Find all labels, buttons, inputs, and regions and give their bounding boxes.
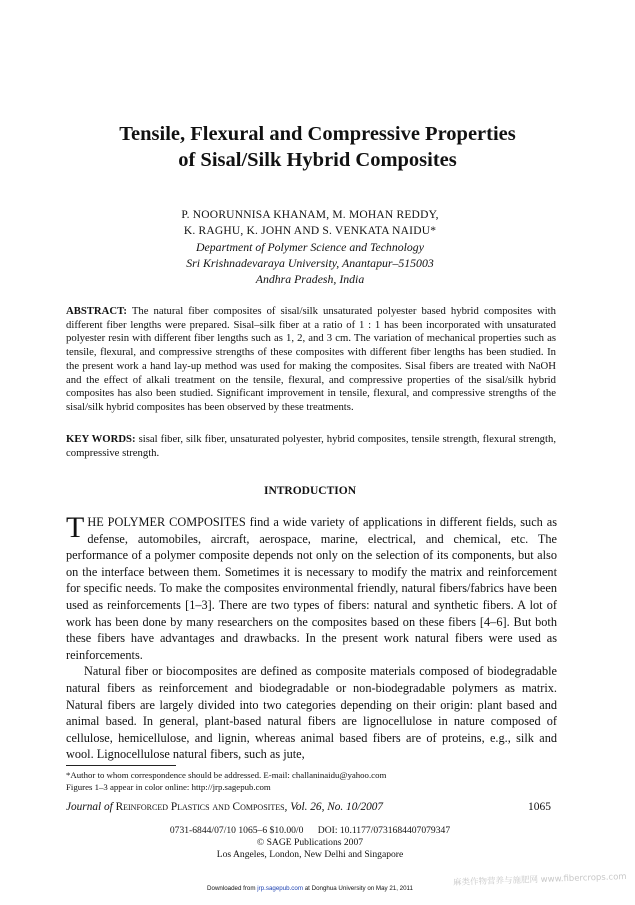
affiliation-line-1: Department of Polymer Science and Technology	[196, 240, 424, 254]
keywords-label: KEY WORDS:	[66, 433, 136, 445]
intro-paragraph-1	[66, 511, 557, 663]
affiliation-line-3: Andhra Pradesh, India	[255, 272, 365, 286]
journal-prefix: Journal of	[66, 801, 116, 813]
journal-citation	[66, 801, 383, 813]
publication-line-3: Los Angeles, London, New Delhi and Singapore	[216, 849, 404, 860]
keywords-text: sisal fiber, silk fiber, unsaturated polyester, hybrid composites, tensile strength, flexural strength, compressive strength.	[66, 433, 557, 459]
page-number: 1065	[528, 801, 551, 813]
download-link[interactable]: jrp.sagepub.com	[257, 885, 303, 892]
intro-paragraph-1-text: find a wide variety of applications in different fields, such as defense, automobiles, aircraft, aerospace, marine, electrical, and chemical, etc. The performance of a polymer composite depends not only on the selection of its components, but also on the interface between them. Sometimes it is necessary to modify the matrix and reinforcement for specific needs. To make the composites environmental friendly, natural fibers/fabrics have been used as reinforcements [1–3]. There are two types of fibers: natural and synthetic fibers. A lot of work has been done by many researchers on the composites based on these fibers [4–6]. But both these fibers have advantages and drawbacks. In the present work natural fibers were used as reinforcements.	[66, 515, 557, 662]
download-prefix: Downloaded from	[207, 885, 258, 892]
publication-line-1: 0731-6844/07/10 1065–6 $10.00/0 DOI: 10.1177/0731684407079347	[169, 825, 451, 836]
download-notice	[0, 885, 620, 892]
section-heading-introduction: INTRODUCTION	[263, 485, 356, 497]
paper-title-line-1: Tensile, Flexural and Compressive Properties	[119, 123, 516, 145]
abstract	[66, 305, 556, 415]
footnote-figures: Figures 1–3 appear in color online: http://jrp.sagepub.com	[66, 782, 271, 792]
keywords	[66, 433, 556, 460]
abstract-text: The natural fiber composites of sisal/silk unsaturated polyester based hybrid composites with different fiber lengths were prepared. Sisal–silk fiber at a ratio of 1 : 1 has been incorporated with unsaturated polyester resin with different fiber lengths such as 1, 2, and 3 cm. The variation of mechanical properties such as tensile, flexural, and compressive strengths of these composites with different fiber lengths has been studied. In the present work a hand lay-up method was used for making the composites. Sisal fibers are treated with NaOH and the effect of alkali treatment on the tensile, flexural, and compressive properties of the sisal/silk hybrid composites has also been studied. Significant improvement in tensile, flexural, and compressive strengths of the sisal/silk hybrid composites has been observed by these treatments.	[66, 305, 556, 413]
affiliation-line-2: Sri Krishnadevaraya University, Anantapur–515003	[186, 256, 434, 270]
authors-line-2: K. RAGHU, K. JOHN AND S. VENKATA NAIDU*	[183, 225, 437, 237]
abstract-label: ABSTRACT:	[66, 305, 127, 317]
footnote-correspondence: *Author to whom correspondence should be addressed. E-mail: challaninaidu@yahoo.com	[66, 770, 387, 780]
journal-volume: , Vol. 26, No. 10/2007	[284, 801, 384, 813]
introduction-body	[66, 511, 557, 763]
intro-smallcaps: HE POLYMER COMPOSITES	[87, 515, 246, 529]
download-suffix: at Donghua University on May 21, 2011	[303, 885, 413, 892]
authors-line-1: P. NOORUNNISA KHANAM, M. MOHAN REDDY,	[181, 209, 439, 221]
publication-line-2: © SAGE Publications 2007	[256, 837, 364, 848]
paper-title-line-2: of Sisal/Silk Hybrid Composites	[178, 149, 457, 171]
watermark: 麻类作物营养与施肥网 www.fibercrops.com	[453, 871, 628, 889]
footnote-rule	[66, 765, 176, 766]
drop-cap: T	[66, 511, 85, 544]
journal-name: Reinforced Plastics and Composites	[115, 801, 285, 813]
intro-paragraph-2: Natural fiber or biocomposites are defined as composite materials composed of biodegradable natural fibers as reinforcement and biodegradable or non-biodegradable polymers as matrix. Natural fibers are largely divided into two categories depending on their origin: plant based and animal based. In general, plant-based natural fibers are lignocellulose in nature composed of cellulose, hemicellulose, and lignin, whereas animal based fibers are of proteins, e.g., silk and wool. Lignocellulose natural fibers, such as jute,	[66, 664, 557, 762]
